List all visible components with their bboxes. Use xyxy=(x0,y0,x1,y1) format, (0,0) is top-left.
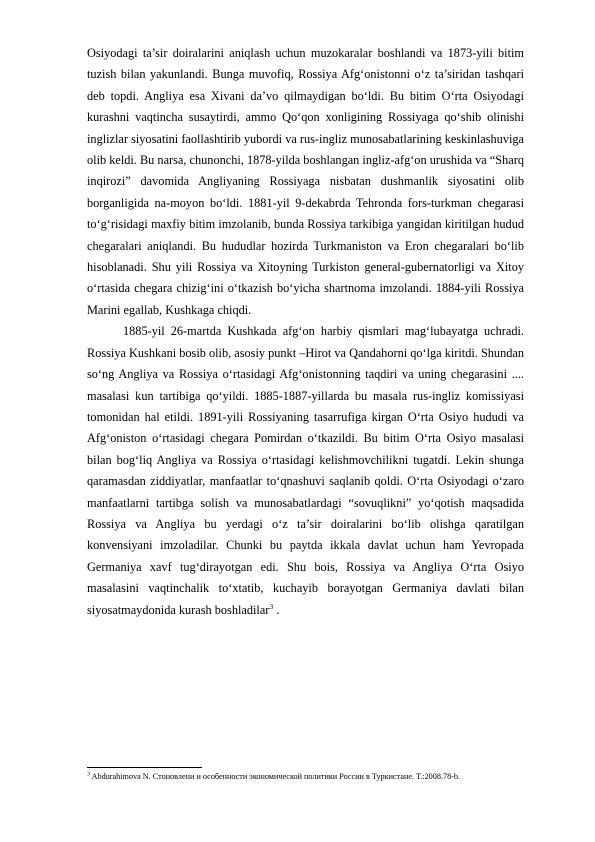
paragraph-1: Osiyodagi ta’sir doiralarini aniqlash uchun muzokaralar boshlandi va 1873-yili bitim tuzish bilan yakunlandi. Bunga muvofiq, Rossiya Afg‘onistonni o‘z ta’siridan tashqari deb topdi. Angliya esa Xivani da’vo qilmaydigan bo‘ldi. Bu bitim O‘rta Osiyodagi kurashni vaqtincha susaytirdi, ammo Qo‘qon xonligining Rossiyaga qo‘shib olinishi inglizlar siyosatini faollashtirib yubordi va rus-ingliz munosabatlarining keskinlashuviga olib keldi. Bu narsa, chunonchi, 1878-yilda boshlangan ingliz-afg‘on urushida va “Sharq inqirozi” davomida Angliyaning Rossiyaga nisbatan dushmanlik siyosatini olib borganligida na-moyon bo‘ldi. 1881-yil 9-dekabrda Tehronda fors-turkman chegarasi to‘g‘risidagi maxfiy bitim imzolanib, bunda Rossiya tarkibiga yangidan kiritilgan hudud chegaralari aniqlandi. Bu hududlar hozirda Turkmaniston va Eron chegaralari bo‘lib hisoblanadi. Shu yili Rossiya va Xitoyning Turkiston general-gubernatorligi va Xitoy o‘rtasida chegara chizig‘ini o‘tkazish bo‘yicha shartnoma imzolandi. 1884-yili Rossiya Marini egallab, Kushkaga chiqdi. xyxy=(87,46,524,317)
footnote xyxy=(87,771,547,782)
footnote-text: Abdurahimova N. Стоновлени и особенности экономической политики России в Туркистане. Т.:2008.78-b. xyxy=(91,772,461,781)
body-text xyxy=(87,43,524,621)
footnote-reference[interactable]: 3 xyxy=(269,601,274,611)
paragraph-2-text: 1885-yil 26-martda Kushkada afg‘on harbiy qismlari mag‘lubayatga uchradi. Rossiya Kushkani bosib olib, asosiy punkt –Hirot va Qandahorni qo‘lga kiritdi. Shundan so‘ng Angliya va Rossiya o‘rtasidagi Afg‘onistonning taqdiri va uning chegarasini .... masalasi kun tartibiga qo‘yildi. 1885-1887-yillarda bu masala rus-ingliz komissiyasi tomonidan hal etildi. 1891-yili Rossiyaning tasarrufiga kirgan O‘rta Osiyo hududi va Afg‘oniston o‘rtasidagi chegara Pomirdan o‘tkazildi. Bu bitim O‘rta Osiyo masalasi bilan bog‘liq Angliya va Rossiya o‘rtasidagi kelishmovchilikni tugatdi. Lekin shunga qaramasdan ziddiyatlar, manfaatlar to‘qnashuvi saqlanib qoldi. O‘rta Osiyodagi o‘zaro manfaatlarni tartibga solish va munosabatlardagi “sovuqlikni” yo‘qotish maqsadida Rossiya va Angliya bu yerdagi o‘z ta’sir doiralarini bo‘lib olishga qaratilgan konvensiyani imzoladilar. Chunki bu paytda ikkala davlat uchun ham Yevropada Germaniya xavf tug‘dirayotgan edi. Shu bois, Rossiya va Angliya O‘rta Osiyo masalasini vaqtinchalik to‘xtatib, kuchayib borayotgan Germaniya davlati bilan siyosatmaydonida kurash boshladilar xyxy=(87,324,524,617)
paragraph-2: 1885-yil 26-martda Kushkada afg‘on harbiy qismlari mag‘lubayatga uchradi. Rossiya Kushkani bosib olib, asosiy punkt –Hirot va Qandahorni qo‘lga kiritdi. Shundan so‘ng Angliya va Rossiya o‘rtasidagi Afg‘onistonning taqdiri va uning chegarasini .... masalasi kun tartibiga qo‘yildi. 1885-1887-yillarda bu masala rus-ingliz komissiyasi tomonidan hal etildi. 1891-yili Rossiyaning tasarrufiga kirgan O‘rta Osiyo hududi va Afg‘oniston o‘rtasidagi chegara Pomirdan o‘tkazildi. Bu bitim O‘rta Osiyo masalasi bilan bog‘liq Angliya va Rossiya o‘rtasidagi kelishmovchilikni tugatdi. Lekin shunga qaramasdan ziddiyatlar, manfaatlar to‘qnashuvi saqlanib qoldi. O‘rta Osiyodagi o‘zaro manfaatlarni tartibga solish va munosabatlardagi “sovuqlikni” yo‘qotish maqsadida Rossiya va Angliya bu yerdagi o‘z ta’sir doiralarini bo‘lib olishga qaratilgan konvensiyani imzoladilar. Chunki bu paytda ikkala davlat uchun ham Yevropada Germaniya xavf tug‘dirayotgan edi. Shu bois, Rossiya va Angliya O‘rta Osiyo masalasini vaqtinchalik to‘xtatib, kuchayib borayotgan Germaniya davlati bilan siyosatmaydonida kurash boshladilar$^3$ . xyxy=(87,324,524,617)
footnote-divider xyxy=(87,767,202,768)
footnote-number: 3 xyxy=(87,771,90,778)
